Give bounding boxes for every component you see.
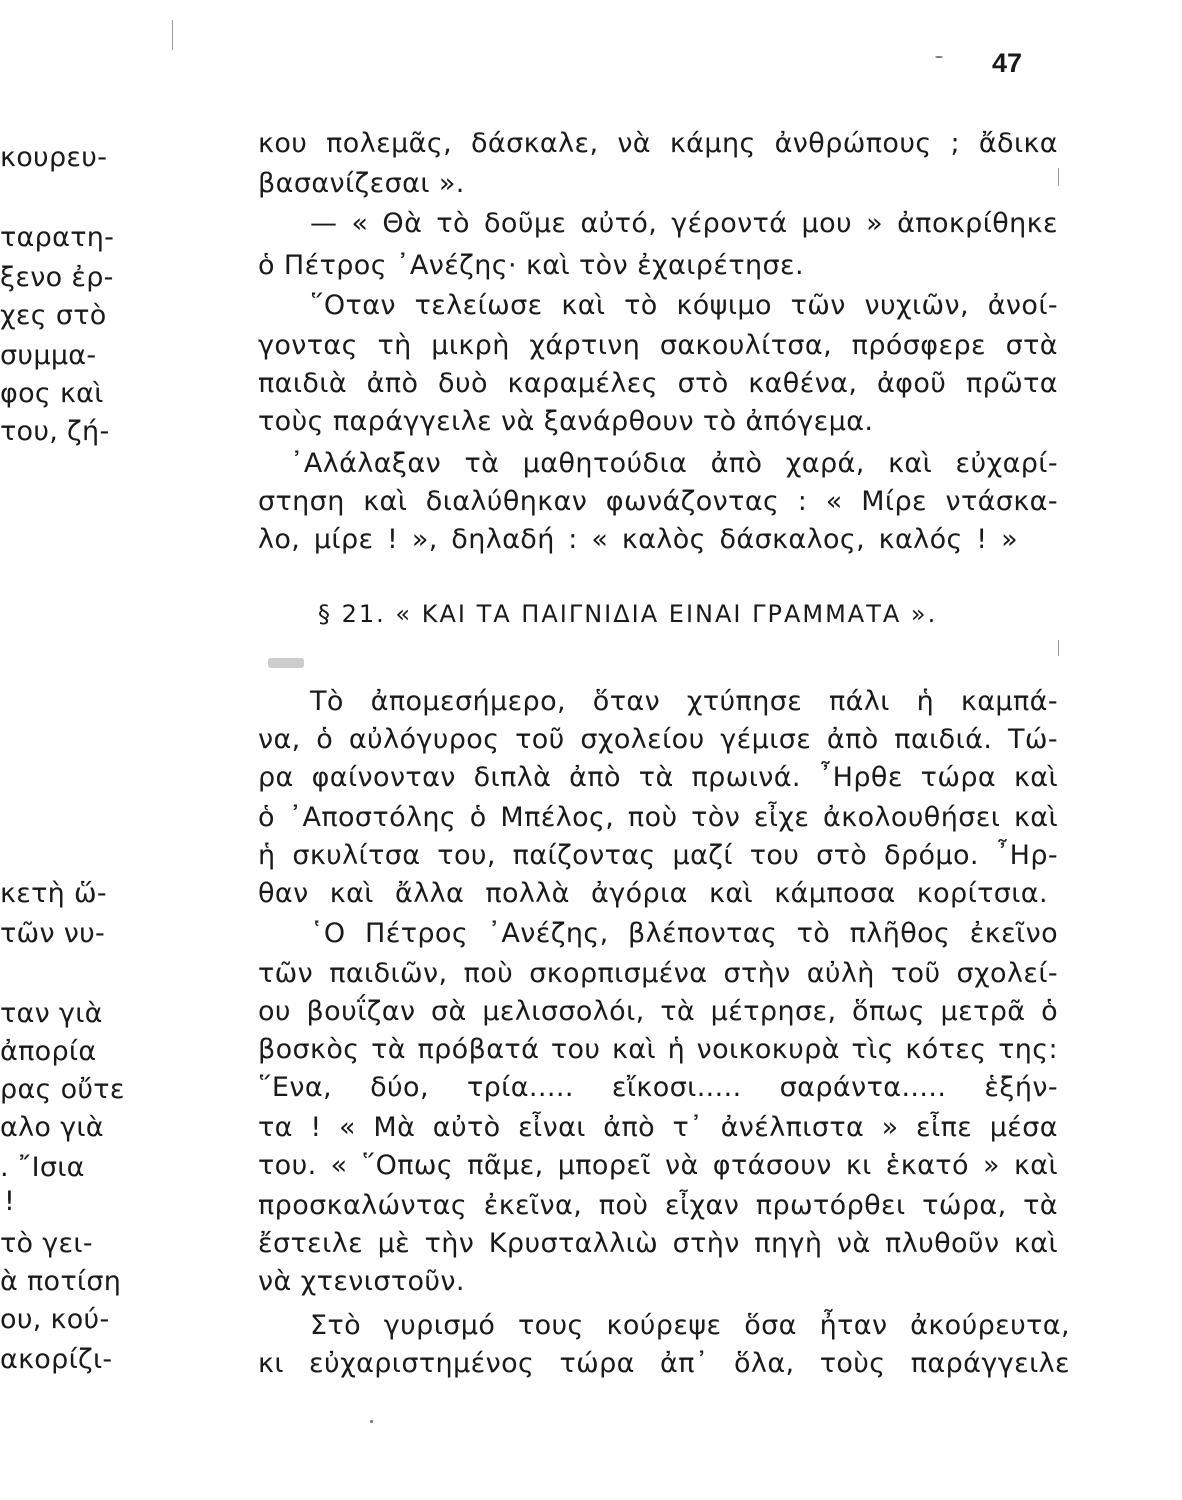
text-line: στηση καὶ διαλύθηκαν φωνάζοντας : « Μίρε ντάσκα- xyxy=(258,486,1058,517)
margin-line: ου, κού- xyxy=(0,1304,110,1335)
text-line: θαν καὶ ἄλλα πολλὰ ἀγόρια καὶ κάμποσα κορίτσια. xyxy=(258,878,1048,909)
margin-line: αλο γιὰ xyxy=(0,1112,104,1143)
text-line: κου πολεμᾶς, δάσκαλε, νὰ κάμης ἀνθρώπους ; ἄδικα xyxy=(258,128,1058,159)
text-line: του. « ῞Οπως πᾶμε, μπορεῖ νὰ φτάσουν κι ἑκατό » καὶ xyxy=(258,1150,1058,1181)
text-line: νὰ χτενιστοῦν. xyxy=(258,1266,465,1297)
margin-line: ξενο ἐρ- xyxy=(0,262,114,293)
text-line: τοὺς παράγγειλε νὰ ξανάρθουν τὸ ἀπόγεμα. xyxy=(258,406,874,437)
margin-line: ακορίζι- xyxy=(0,1344,113,1375)
margin-line: ! xyxy=(4,1186,16,1217)
margin-line: χες στὸ xyxy=(0,300,107,331)
margin-line: ρας οὔτε xyxy=(0,1074,125,1105)
text-line: λο, μίρε ! », δηλαδή : « καλὸς δάσκαλος, καλός ! » xyxy=(258,524,1018,555)
text-line: ἡ σκυλίτσα του, παίζοντας μαζί του στὸ δρόμο. ῏Ηρ- xyxy=(258,840,1058,871)
text-line: ῞Οταν τελείωσε καὶ τὸ κόψιμο τῶν νυχιῶν, ἀνοί- xyxy=(310,290,1058,321)
scan-artifact xyxy=(172,20,173,50)
text-line: βασανίζεσαι ». xyxy=(258,168,465,199)
text-line: βοσκὸς τὰ πρόβατά του καὶ ἡ νοικοκυρὰ τὶς κότες της: xyxy=(258,1034,1058,1065)
margin-line: τῶν νυ- xyxy=(0,918,106,949)
margin-line: κουρευ- xyxy=(0,142,108,173)
margin-line: ὰ ποτίση xyxy=(0,1266,122,1297)
scan-artifact xyxy=(1058,168,1059,186)
text-line: ᾿Αλάλαξαν τὰ μαθητούδια ἀπὸ χαρά, καὶ εὐχαρί- xyxy=(290,448,1058,479)
text-line: ὁ ᾿Αποστόλης ὁ Μπέλος, ποὺ τὸν εἶχε ἀκολουθήσει καὶ xyxy=(258,802,1058,833)
text-line: Στὸ γυρισμό τους κούρεψε ὅσα ἦταν ἀκούρευτα, xyxy=(310,1310,1070,1341)
text-line: Τὸ ἀπομεσήμερο, ὅταν χτύπησε πάλι ἡ καμπά- xyxy=(310,686,1058,717)
print-smudge xyxy=(268,658,304,668)
text-line: κι εὐχαριστημένος τώρα ἀπ᾿ ὅλα, τοὺς παράγγειλε xyxy=(258,1348,1070,1379)
margin-line: ταρατη- xyxy=(0,222,115,253)
text-line: — « Θὰ τὸ δοῦμε αὐτό, γέροντά μου » ἀποκρίθηκε xyxy=(310,208,1058,239)
text-line: ου βουΐζαν σὰ μελισσολόι, τὰ μέτρησε, ὅπως μετρᾶ ὁ xyxy=(258,996,1058,1027)
margin-line: ἀπορία xyxy=(0,1036,97,1067)
text-line: ῞Ενα, δύο, τρία..... εἴκοσι..... σαράντα..... ἑξήν- xyxy=(258,1072,1058,1103)
margin-line: . ῎Ισια xyxy=(0,1152,85,1183)
scan-artifact xyxy=(1058,640,1059,656)
margin-line: κετὴ ὥ- xyxy=(0,878,107,909)
text-line: ὁ Πέτρος ᾿Ανέζης· καὶ τὸν ἐχαιρέτησε. xyxy=(258,250,804,281)
text-line: ῾Ο Πέτρος ᾿Ανέζης, βλέποντας τὸ πλῆθος ἐκεῖνο xyxy=(310,918,1058,949)
text-line: τα ! « Μὰ αὐτὸ εἶναι ἀπὸ τ᾿ ἀνέλπιστα » εἶπε μέσα xyxy=(258,1112,1058,1143)
margin-line: συμμα- xyxy=(0,340,97,371)
section-heading: § 21. « ΚΑΙ ΤΑ ΠΑΙΓΝΙΔΙΑ ΕΙΝΑΙ ΓΡΑΜΜΑΤΑ ». xyxy=(318,600,938,628)
text-line: προσκαλώντας ἐκεῖνα, ποὺ εἶχαν πρωτόρθει τώρα, τὰ xyxy=(258,1190,1058,1221)
text-line: τῶν παιδιῶν, ποὺ σκορπισμένα στὴν αὐλὴ τοῦ σχολεί- xyxy=(258,958,1058,989)
scan-artifact xyxy=(370,1420,373,1423)
page-number: 47 xyxy=(992,48,1023,78)
text-line: ρα φαίνονταν διπλὰ ἀπὸ τὰ πρωινά. ῏Ηρθε τώρα καὶ xyxy=(258,762,1058,793)
text-line: γοντας τὴ μικρὴ χάρτινη σακουλίτσα, πρόσφερε στὰ xyxy=(258,330,1058,361)
text-line: παιδιὰ ἀπὸ δυὸ καραμέλες στὸ καθένα, ἀφοῦ πρῶτα xyxy=(258,368,1058,399)
text-line: ἔστειλε μὲ τὴν Κρυσταλλιὼ στὴν πηγὴ νὰ πλυθοῦν καὶ xyxy=(258,1228,1058,1259)
scan-artifact xyxy=(935,56,943,58)
margin-line: φος καὶ xyxy=(0,378,104,409)
margin-line: του, ζή- xyxy=(0,416,110,447)
margin-line: τὸ γει- xyxy=(0,1228,93,1259)
margin-line: ταν γιὰ xyxy=(0,998,103,1029)
text-line: να, ὁ αὐλόγυρος τοῦ σχολείου γέμισε ἀπὸ παιδιά. Τώ- xyxy=(258,724,1058,755)
